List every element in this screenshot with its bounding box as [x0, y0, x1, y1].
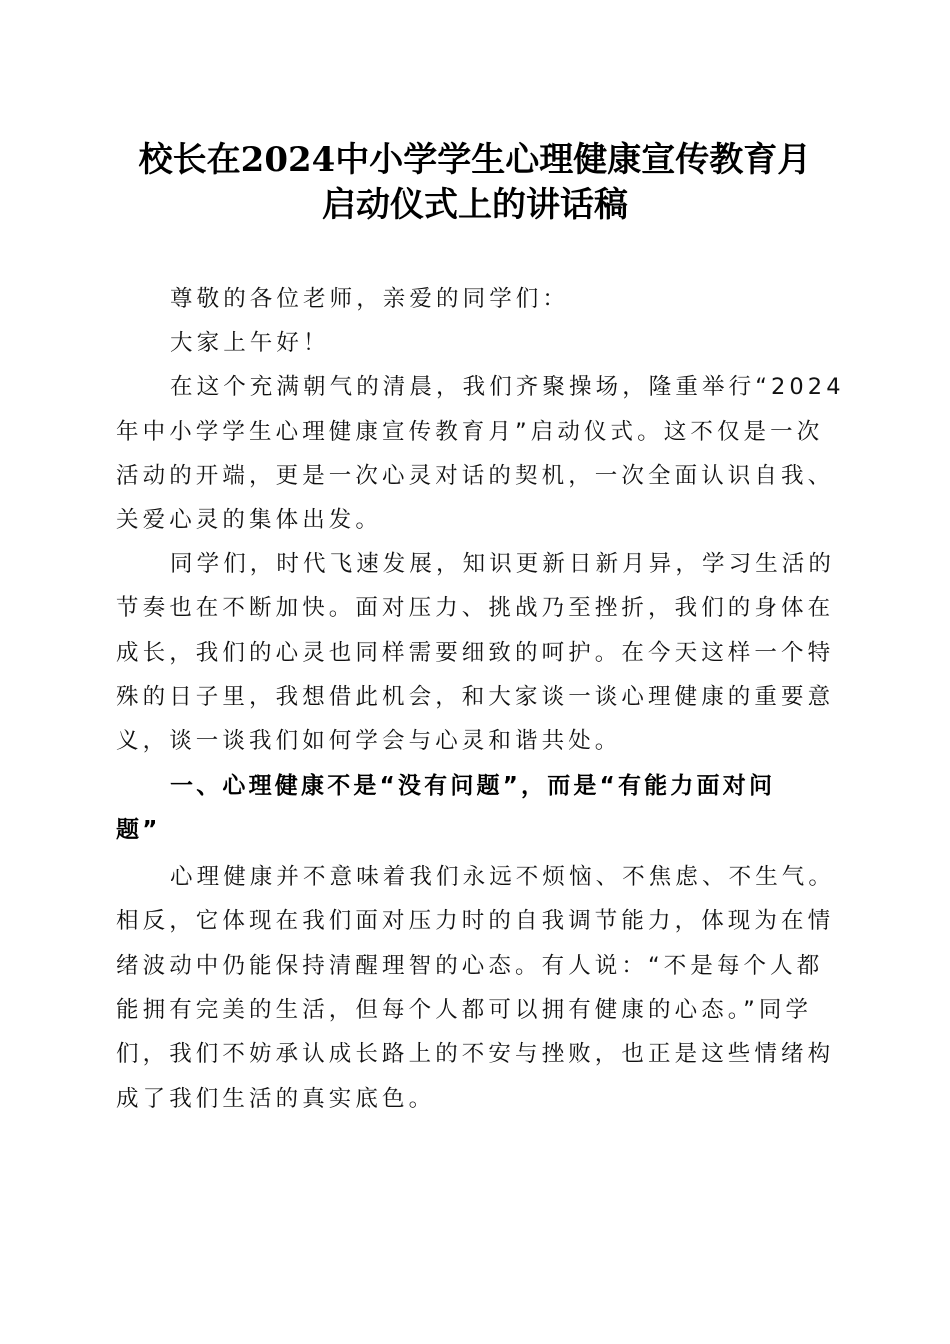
- paragraph-line: 绪波动中仍能保持清醒理智的心态。有人说：“不是每个人都: [116, 953, 824, 979]
- paragraph-line: 成了我们生活的真实底色。: [116, 1086, 436, 1112]
- paragraph-line: 成长，我们的心灵也同样需要细致的呵护。在今天这样一个特: [116, 640, 835, 666]
- section-heading-line: 题”: [116, 817, 161, 843]
- paragraph-line: 尊敬的各位老师，亲爱的同学们：: [170, 286, 570, 312]
- paragraph-line: 们，我们不妨承认成长路上的不安与挫败，也正是这些情绪构: [116, 1041, 835, 1067]
- paragraph-line: 在这个充满朝气的清晨，我们齐聚操场，隆重举行“2024: [170, 374, 845, 400]
- paragraph-line: 大家上午好！: [170, 330, 330, 356]
- paragraph-line: 义，谈一谈我们如何学会与心灵和谐共处。: [116, 728, 622, 754]
- section-heading-line: 一、心理健康不是“没有问题”，而是“有能力面对问: [170, 773, 776, 799]
- paragraph-line: 同学们，时代飞速发展，知识更新日新月异，学习生活的: [170, 551, 836, 577]
- paragraph-line: 殊的日子里，我想借此机会，和大家谈一谈心理健康的重要意: [116, 684, 835, 710]
- document-title-line-1: 校长在2024中小学学生心理健康宣传教育月: [138, 140, 812, 180]
- paragraph-line: 活动的开端，更是一次心灵对话的契机，一次全面认识自我、: [116, 463, 835, 489]
- paragraph-line: 年中小学学生心理健康宣传教育月”启动仪式。这不仅是一次: [116, 419, 824, 445]
- paragraph-line: 心理健康并不意味着我们永远不烦恼、不焦虑、不生气。: [170, 864, 836, 890]
- document-title-line-2: 启动仪式上的讲话稿: [322, 185, 628, 225]
- paragraph-line: 能拥有完美的生活，但每个人都可以拥有健康的心态。”同学: [116, 997, 813, 1023]
- paragraph-line: 相反，它体现在我们面对压力时的自我调节能力，体现为在情: [116, 908, 835, 934]
- paragraph-line: 关爱心灵的集体出发。: [116, 507, 383, 533]
- paragraph-line: 节奏也在不断加快。面对压力、挑战乃至挫折，我们的身体在: [116, 595, 835, 621]
